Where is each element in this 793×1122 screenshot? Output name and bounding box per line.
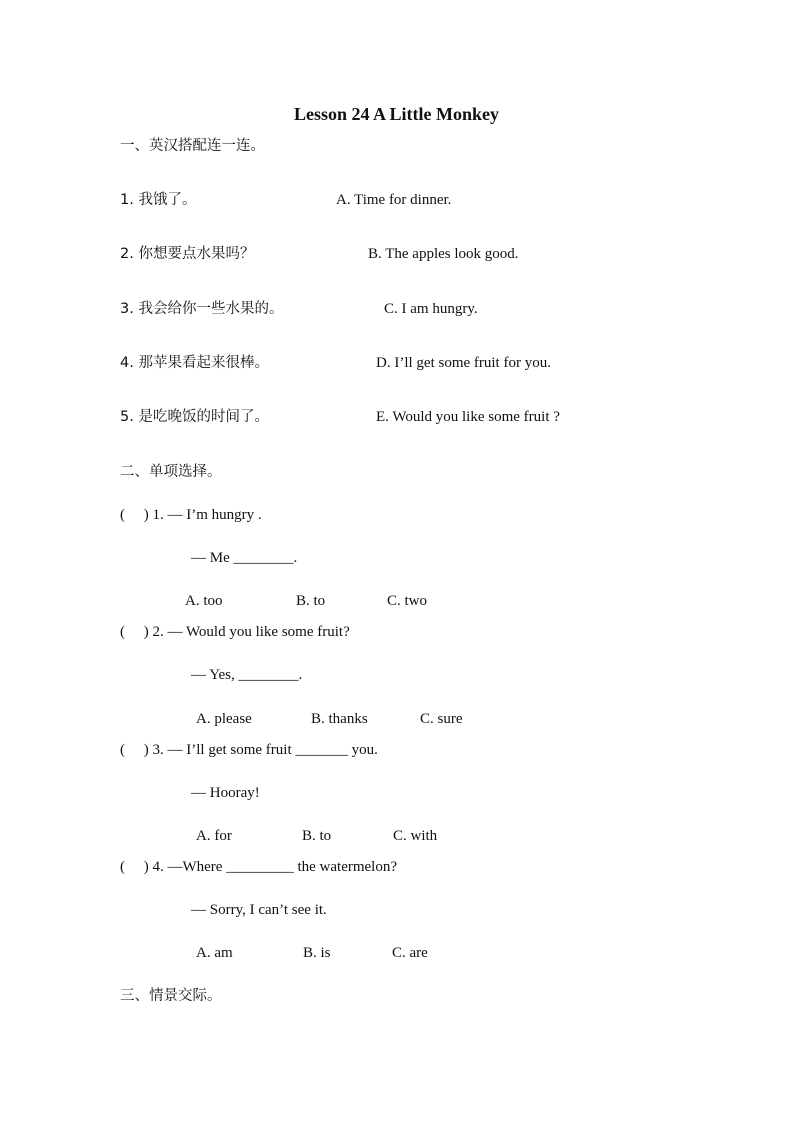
match-right-e: E. Would you like some fruit ?	[376, 409, 560, 425]
question-3: ( ) 3. — I’ll get some fruit _______ you.	[120, 742, 378, 758]
question-1: ( ) 1. — I’m hungry .	[120, 507, 262, 523]
match-right-d: D. I’ll get some fruit for you.	[376, 355, 551, 371]
q4-option-a: A. am	[196, 945, 233, 961]
q4-option-c: C. are	[392, 945, 428, 961]
q1-option-a: A. too	[185, 593, 223, 609]
q1-option-c: C. two	[387, 593, 428, 609]
question-4: ( ) 4. —Where _________ the watermelon?	[120, 859, 397, 875]
q3-option-b: B. to	[302, 828, 332, 844]
match-left-2: 2. 你想要点水果吗？	[120, 246, 255, 262]
q2-option-c: C. sure	[420, 711, 463, 727]
match-left-3: 3. 我会给你一些水果的。	[120, 301, 284, 317]
match-left-4: 4. 那苹果看起来很棒。	[120, 355, 269, 371]
match-right-b: B. The apples look good.	[368, 246, 519, 262]
question-1-answer: — Me ________.	[191, 550, 298, 566]
question-4-answer: — Sorry, I can’t see it.	[191, 902, 327, 918]
section1-heading: 一、英汉搭配连一连。	[120, 138, 265, 154]
match-left-1: 1. 我饿了。	[120, 192, 197, 208]
q3-option-a: A. for	[196, 828, 232, 844]
match-right-a: A. Time for dinner.	[336, 192, 452, 208]
section3-heading: 三、情景交际。	[120, 988, 222, 1004]
q1-option-b: B. to	[296, 593, 326, 609]
question-2-answer: — Yes, ________.	[191, 667, 303, 683]
match-right-c: C. I am hungry.	[384, 301, 478, 317]
question-2: ( ) 2. — Would you like some fruit?	[120, 624, 350, 640]
q3-option-c: C. with	[393, 828, 438, 844]
q4-option-b: B. is	[303, 945, 331, 961]
q2-option-a: A. please	[196, 711, 252, 727]
match-left-5: 5. 是吃晚饭的时间了。	[120, 409, 269, 425]
section2-heading: 二、单项选择。	[120, 464, 222, 480]
question-3-answer: — Hooray!	[191, 785, 260, 801]
q2-option-b: B. thanks	[311, 711, 368, 727]
page-title: Lesson 24 A Little Monkey	[293, 104, 499, 124]
